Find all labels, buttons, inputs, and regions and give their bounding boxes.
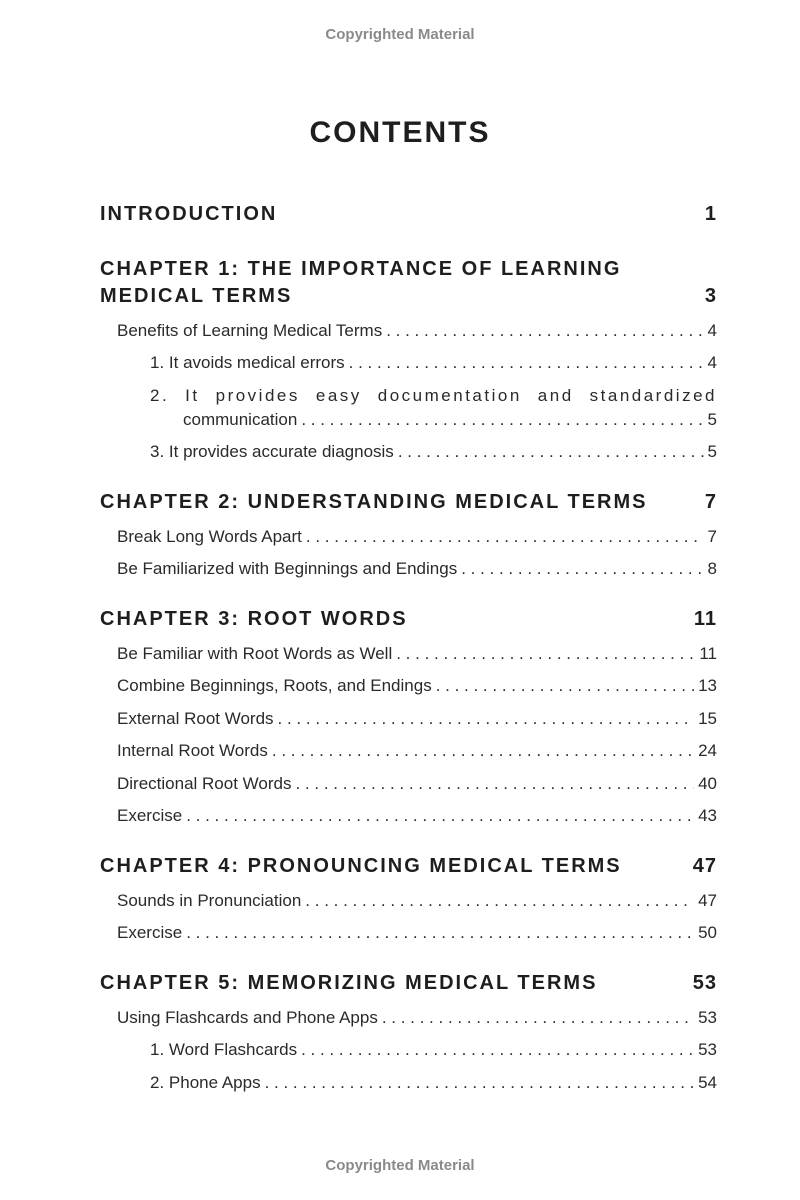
dot-leader xyxy=(398,440,704,464)
toc-entry[interactable] xyxy=(100,889,717,913)
entry-title: Directional Root Words xyxy=(117,773,292,793)
entry-title: Be Familiar with Root Words as Well xyxy=(117,643,393,663)
entry-page-number: 50 xyxy=(698,923,717,942)
toc-entry[interactable] xyxy=(100,804,717,828)
entry-title-line1 xyxy=(150,384,717,408)
entry-word: provides xyxy=(215,385,300,405)
entry-page-number: 40 xyxy=(698,773,717,793)
chapter-page-number: 47 xyxy=(692,855,717,877)
entry-word: standardized xyxy=(589,385,717,405)
dot-leader xyxy=(305,889,694,913)
toc-entry[interactable] xyxy=(100,319,717,343)
dot-leader xyxy=(278,707,695,731)
entry-page-number: 15 xyxy=(698,708,717,728)
entry-title-continued: communication xyxy=(183,409,298,429)
toc-entry[interactable] xyxy=(100,557,717,581)
entry-page-number: 53 xyxy=(698,1007,717,1027)
dot-leader xyxy=(349,351,704,375)
toc-entry[interactable] xyxy=(100,440,717,464)
entry-title: Internal Root Words xyxy=(117,741,268,760)
toc-entry[interactable] xyxy=(100,1006,717,1030)
entry-page-number: 7 xyxy=(707,526,717,546)
chapter-page-number: 7 xyxy=(704,491,717,513)
toc-entry[interactable] xyxy=(100,525,717,549)
table-of-contents xyxy=(100,201,717,1095)
toc-entry[interactable] xyxy=(100,772,717,796)
toc-chapter-5[interactable] xyxy=(100,970,717,997)
toc-chapter-4[interactable] xyxy=(100,853,717,880)
dot-leader xyxy=(301,408,703,432)
entry-title: 3. It provides accurate diagnosis xyxy=(150,442,394,461)
entry-word: 2. xyxy=(150,385,170,405)
entry-page-number: 47 xyxy=(698,890,717,910)
page-title: CONTENTS xyxy=(309,116,491,149)
entry-page-number: 24 xyxy=(698,741,717,760)
toc-chapter-1[interactable] xyxy=(100,256,717,310)
toc-entry[interactable] xyxy=(100,707,717,731)
entry-title-line2 xyxy=(150,408,717,432)
entry-title: Break Long Words Apart xyxy=(117,526,302,546)
copyright-watermark-bottom: Copyrighted Material xyxy=(325,1157,475,1174)
dot-leader xyxy=(386,319,703,343)
chapter-title-line1: CHAPTER 1: THE IMPORTANCE OF LEARNING xyxy=(100,258,622,280)
chapter-page-number: 11 xyxy=(693,608,717,630)
entry-word: It xyxy=(185,385,200,405)
entry-title: External Root Words xyxy=(117,708,274,728)
toc-entry[interactable] xyxy=(100,674,717,698)
entry-title: 1. Word Flashcards xyxy=(150,1040,298,1059)
toc-entry[interactable] xyxy=(100,921,717,945)
dot-leader xyxy=(461,557,703,581)
dot-leader xyxy=(301,1038,694,1062)
entry-page-number: 5 xyxy=(707,442,717,461)
chapter-title: CHAPTER 2: UNDERSTANDING MEDICAL TERMS xyxy=(100,491,648,513)
chapter-page-number: 1 xyxy=(704,203,717,225)
toc-entry-wrapped[interactable] xyxy=(100,384,717,432)
dot-leader xyxy=(306,525,704,549)
toc-entry[interactable] xyxy=(100,739,717,763)
entry-title: Exercise xyxy=(117,806,183,825)
entry-title: Benefits of Learning Medical Terms xyxy=(117,320,383,340)
entry-page-number: 5 xyxy=(707,409,717,429)
dot-leader xyxy=(436,674,694,698)
entry-page-number: 4 xyxy=(707,320,717,340)
entry-page-number: 8 xyxy=(707,559,717,578)
toc-chapter-2[interactable] xyxy=(100,489,717,516)
toc-entry[interactable] xyxy=(100,1071,717,1095)
entry-title: Using Flashcards and Phone Apps xyxy=(117,1007,378,1027)
toc-entry[interactable] xyxy=(100,1038,717,1062)
chapter-title: INTRODUCTION xyxy=(100,203,278,225)
entry-title: 1. It avoids medical errors xyxy=(150,353,345,372)
entry-word: easy xyxy=(315,385,362,405)
dot-leader xyxy=(265,1071,694,1095)
entry-title: Exercise xyxy=(117,923,183,942)
chapter-title: CHAPTER 5: MEMORIZING MEDICAL TERMS xyxy=(100,972,598,994)
entry-page-number: 54 xyxy=(698,1072,717,1092)
dot-leader xyxy=(295,772,694,796)
entry-page-number: 43 xyxy=(698,806,717,825)
copyright-watermark-top: Copyrighted Material xyxy=(325,26,475,43)
entry-page-number: 4 xyxy=(707,353,717,372)
entry-title: Sounds in Pronunciation xyxy=(117,890,302,910)
toc-chapter-3[interactable] xyxy=(100,606,717,633)
chapter-title xyxy=(100,256,705,310)
entry-page-number: 11 xyxy=(699,643,717,663)
entry-page-number: 53 xyxy=(698,1040,717,1059)
toc-chapter-introduction[interactable] xyxy=(100,201,717,228)
dot-leader xyxy=(396,642,695,666)
entry-title: 2. Phone Apps xyxy=(150,1072,261,1092)
chapter-page-number: 53 xyxy=(692,972,717,994)
dot-leader xyxy=(382,1006,694,1030)
entry-title: Be Familiarized with Beginnings and Endings xyxy=(117,559,458,578)
dot-leader xyxy=(272,739,694,763)
entry-title: Combine Beginnings, Roots, and Endings xyxy=(117,676,432,695)
toc-entry[interactable] xyxy=(100,351,717,375)
chapter-page-number: 3 xyxy=(704,285,717,307)
dot-leader xyxy=(186,804,694,828)
chapter-title-line2: MEDICAL TERMS xyxy=(100,285,293,307)
chapter-title: CHAPTER 3: ROOT WORDS xyxy=(100,608,408,630)
dot-leader xyxy=(186,921,694,945)
toc-entry[interactable] xyxy=(100,642,717,666)
entry-word: and xyxy=(537,385,574,405)
entry-page-number: 13 xyxy=(698,676,717,695)
chapter-title: CHAPTER 4: PRONOUNCING MEDICAL TERMS xyxy=(100,855,622,877)
entry-word: documentation xyxy=(377,385,522,405)
